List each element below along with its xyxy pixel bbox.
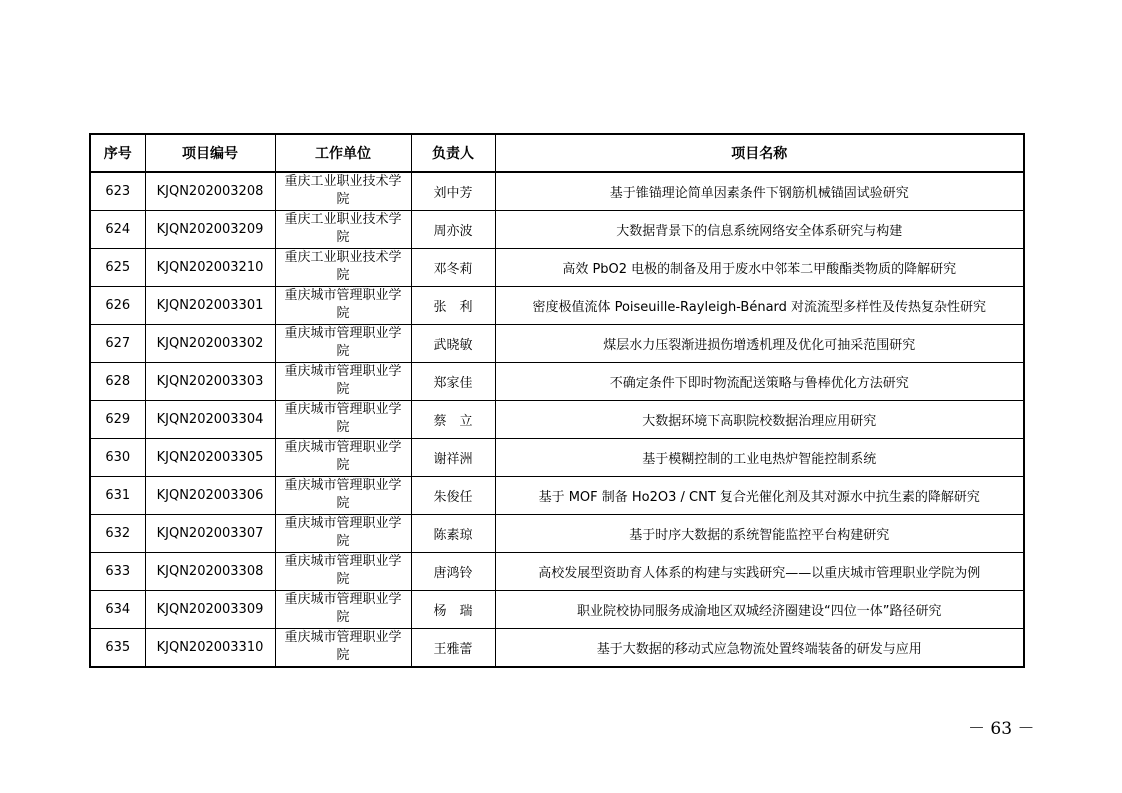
work-unit-cell [275,172,411,211]
serial-cell: 629 [90,401,145,439]
work-unit-cell [275,553,411,591]
work-unit-text: 重庆城市管理职业学院 [284,439,402,471]
project-code-cell: KJQN202003301 [145,287,275,325]
table-row [90,439,1024,477]
table-row [90,211,1024,249]
project-code-cell: KJQN202003302 [145,325,275,363]
work-unit-text: 重庆工业职业技术学院 [284,173,402,205]
project-code-cell: KJQN202003304 [145,401,275,439]
project-title-cell: 大数据背景下的信息系统网络安全体系研究与构建 [495,211,1024,249]
table-row [90,325,1024,363]
person-cell: 周亦波 [411,211,495,249]
work-unit-text: 重庆工业职业技术学院 [284,211,402,243]
serial-cell: 625 [90,249,145,287]
work-unit-cell [275,477,411,515]
project-title-cell: 基于锥锚理论简单因素条件下钢筋机械锚固试验研究 [495,172,1024,211]
project-code-cell: KJQN202003208 [145,172,275,211]
serial-cell: 627 [90,325,145,363]
work-unit-cell [275,439,411,477]
work-unit-text: 重庆城市管理职业学院 [284,325,402,357]
serial-cell: 632 [90,515,145,553]
project-code-cell: KJQN202003308 [145,553,275,591]
work-unit-cell [275,401,411,439]
work-unit-text: 重庆城市管理职业学院 [284,591,402,623]
work-unit-cell [275,515,411,553]
work-unit-text: 重庆工业职业技术学院 [284,249,402,281]
person-cell: 刘中芳 [411,172,495,211]
project-code-cell: KJQN202003303 [145,363,275,401]
table-row [90,363,1024,401]
person-cell: 张 利 [411,287,495,325]
person-cell: 谢祥洲 [411,439,495,477]
work-unit-cell [275,363,411,401]
work-unit-cell [275,249,411,287]
serial-cell: 624 [90,211,145,249]
project-code-cell: KJQN202003310 [145,629,275,668]
page-number: － 63 － [968,719,1035,739]
work-unit-text: 重庆城市管理职业学院 [284,401,402,433]
table-row [90,401,1024,439]
project-code-cell: KJQN202003305 [145,439,275,477]
work-unit-cell [275,591,411,629]
work-unit-text: 重庆城市管理职业学院 [284,629,402,661]
table-row [90,477,1024,515]
person-cell: 蔡 立 [411,401,495,439]
project-table [89,133,1025,668]
work-unit-text: 重庆城市管理职业学院 [284,363,402,395]
col-header-title: 项目名称 [495,134,1024,172]
table-row [90,172,1024,211]
table-row [90,591,1024,629]
serial-cell: 634 [90,591,145,629]
project-title-cell: 煤层水力压裂渐进损伤增透机理及优化可抽采范围研究 [495,325,1024,363]
project-code-cell: KJQN202003210 [145,249,275,287]
table-header-row [90,134,1024,172]
table-row [90,553,1024,591]
project-title-cell: 基于模糊控制的工业电热炉智能控制系统 [495,439,1024,477]
project-title-cell: 大数据环境下高职院校数据治理应用研究 [495,401,1024,439]
table-row [90,629,1024,668]
table-row [90,287,1024,325]
project-title-cell: 基于大数据的移动式应急物流处置终端装备的研发与应用 [495,629,1024,668]
person-cell: 王雅蕾 [411,629,495,668]
serial-cell: 631 [90,477,145,515]
col-header-unit: 工作单位 [275,134,411,172]
person-cell: 郑家佳 [411,363,495,401]
serial-cell: 635 [90,629,145,668]
project-title-cell: 高效 PbO2 电极的制备及用于废水中邻苯二甲酸酯类物质的降解研究 [495,249,1024,287]
person-cell: 邓冬莉 [411,249,495,287]
work-unit-cell [275,325,411,363]
work-unit-cell [275,629,411,668]
person-cell: 杨 瑞 [411,591,495,629]
project-title-cell: 高校发展型资助育人体系的构建与实践研究——以重庆城市管理职业学院为例 [495,553,1024,591]
table-row [90,515,1024,553]
project-title-cell: 基于 MOF 制备 Ho2O3 / CNT 复合光催化剂及其对源水中抗生素的降解研究 [495,477,1024,515]
project-code-cell: KJQN202003306 [145,477,275,515]
col-header-person: 负责人 [411,134,495,172]
work-unit-cell [275,211,411,249]
col-header-serial: 序号 [90,134,145,172]
person-cell: 朱俊任 [411,477,495,515]
work-unit-text: 重庆城市管理职业学院 [284,477,402,509]
work-unit-text: 重庆城市管理职业学院 [284,553,402,585]
project-code-cell: KJQN202003309 [145,591,275,629]
serial-cell: 630 [90,439,145,477]
person-cell: 唐鸿铃 [411,553,495,591]
work-unit-cell [275,287,411,325]
person-cell: 武晓敏 [411,325,495,363]
person-cell: 陈素琼 [411,515,495,553]
work-unit-text: 重庆城市管理职业学院 [284,515,402,547]
project-title-cell: 职业院校协同服务成渝地区双城经济圈建设“四位一体”路径研究 [495,591,1024,629]
project-title-cell: 不确定条件下即时物流配送策略与鲁棒优化方法研究 [495,363,1024,401]
project-title-cell: 基于时序大数据的系统智能监控平台构建研究 [495,515,1024,553]
table-row [90,249,1024,287]
serial-cell: 626 [90,287,145,325]
serial-cell: 633 [90,553,145,591]
col-header-code: 项目编号 [145,134,275,172]
serial-cell: 628 [90,363,145,401]
work-unit-text: 重庆城市管理职业学院 [284,287,402,319]
project-code-cell: KJQN202003307 [145,515,275,553]
project-title-cell: 密度极值流体 Poiseuille-Rayleigh-Bénard 对流流型多样性及传热复杂性研究 [495,287,1024,325]
serial-cell: 623 [90,172,145,211]
project-code-cell: KJQN202003209 [145,211,275,249]
